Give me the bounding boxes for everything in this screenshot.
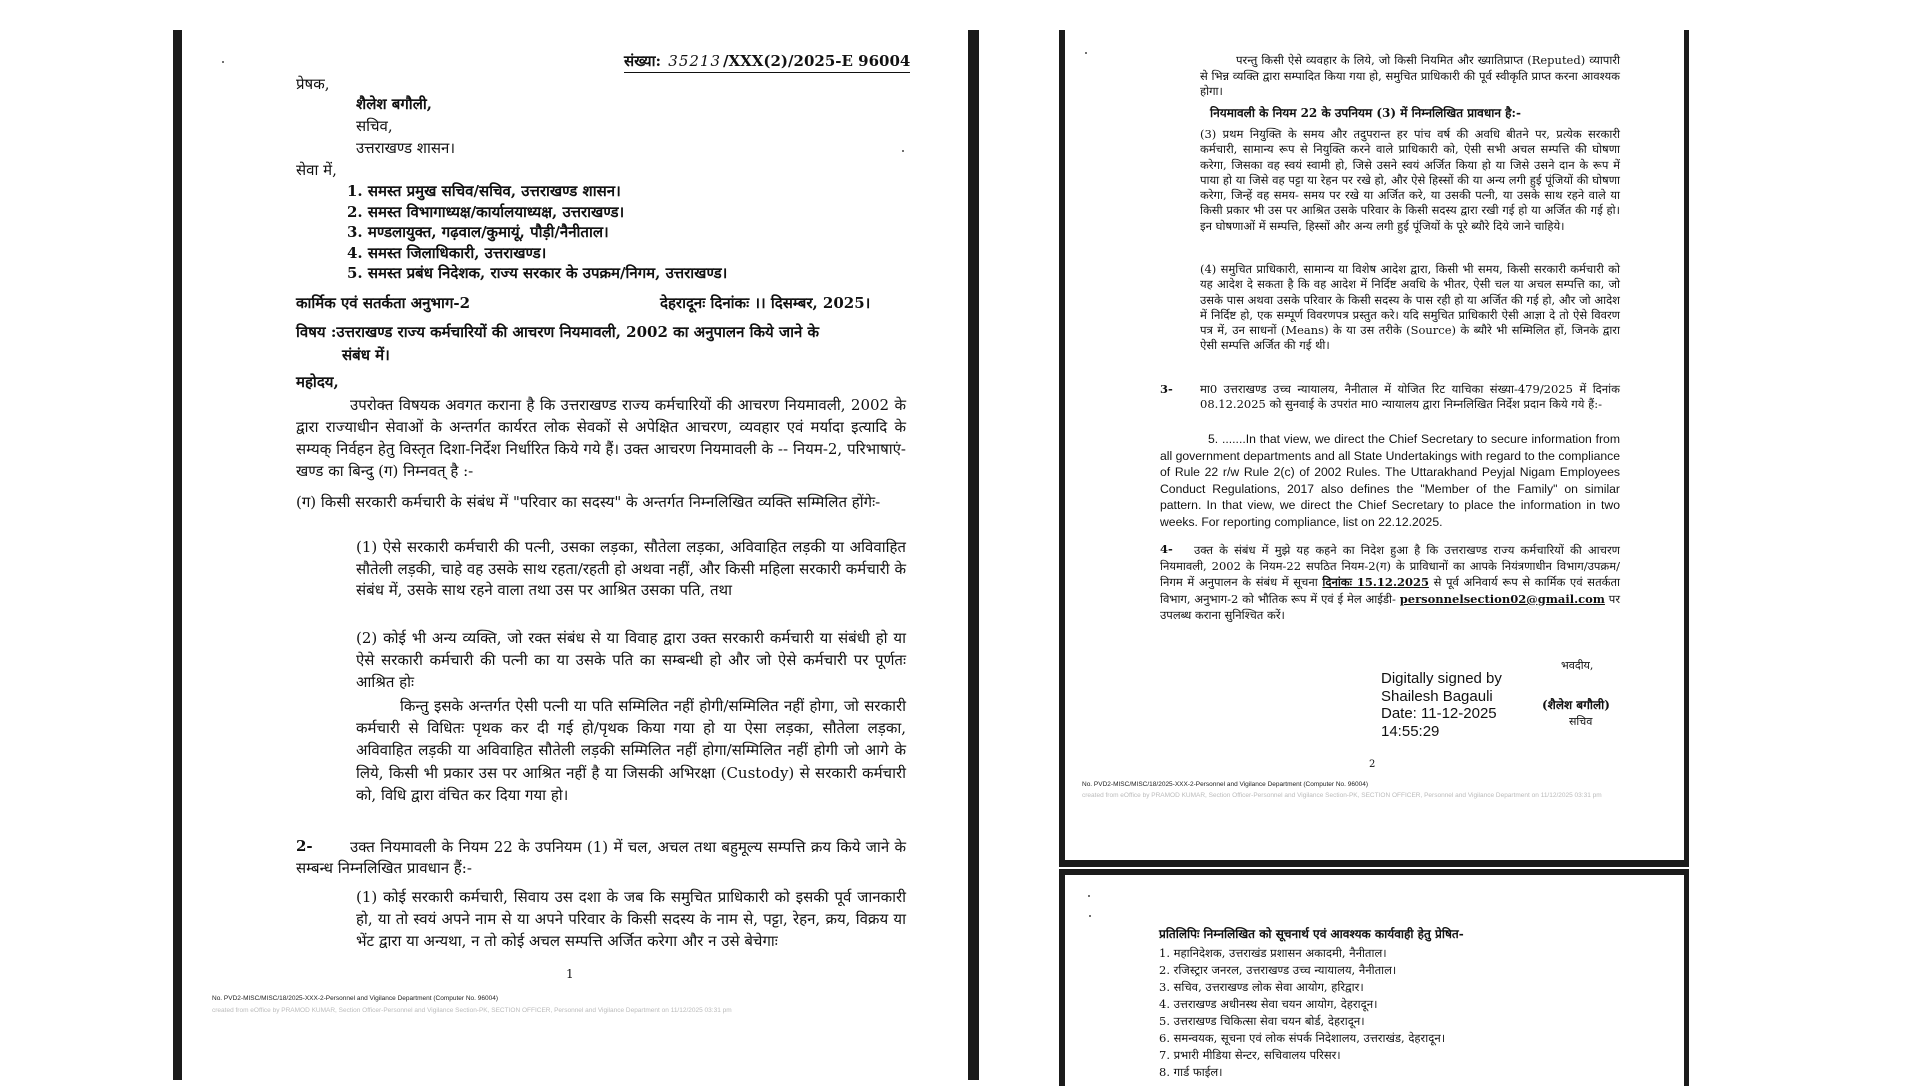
footer-reference: No. PVD2-MISC/MISC/18/2025-XXX-2-Personnel and Vigilance Department (Computer No. 96004) [212, 995, 499, 1002]
definition-sub-2: (2) कोई भी अन्य व्यक्ति, जो रक्त संबंध से या विवाह द्वारा उक्त सरकारी कर्मचारी या संबंधी हो या ऐसे सरकारी कर्मचारी की पत्नी का या उसके पति का सम्बन्धी हो और जो ऐसे कर्मचारी पर पूर्णतः आश्रित होः [356, 629, 906, 691]
recipient-label: सेवा में, [296, 161, 337, 179]
paragraph-4: उक्त के संबंध में मुझे यह कहने का निदेश हुआ है कि उत्तराखण्ड राज्य कर्मचारियों की आचरण नियमावली, 2002 के नियम-22 सपठित नियम-2(ग) के प्राविधानों का आपके नियंत्रणाधीन विभाग/उपक्रम/निगम में अनुपालन के संबंध में सूचना दिनांकः 15.12.2025 से पूर्व अनिवार्य रूप से कार्मिक एवं सतर्कता विभाग, अनुभाग-2 को भौतिक रूप में एवं ई मेल आईडी- personnelsection02@gmail.com पर उपलब्ध कराना सुनिश्चित करें। [1160, 543, 1621, 622]
scan-speck [902, 150, 904, 152]
copy-to-list [1159, 945, 1445, 1081]
page-number: 1 [566, 967, 574, 981]
sender-post: सचिव, [356, 117, 393, 135]
recipient-item: 3. मण्डलायुक्त, गढ़वाल/कुमायूं, पौड़ी/नैनीताल। [347, 223, 609, 242]
recipient-item: 4. समस्त जिलाधिकारी, उत्तराखण्ड। [347, 243, 547, 262]
rule-22-3-heading: नियमावली के नियम 22 के उपनियम (3) में निम्नलिखित प्रावधान है:- [1210, 106, 1521, 120]
sender-name: शैलेश बगौली, [356, 95, 432, 113]
scan-speck [222, 61, 224, 63]
closing-bhavdiya: भवदीय, [1561, 659, 1594, 672]
paragraph-1: उपरोक्त विषयक अवगत कराना है कि उत्तराखण्ड राज्य कर्मचारियों की आचरण नियमावली, 2002 के द्वारा राज्याधीन सेवाओं के अन्तर्गत कार्यरत लोक सेवकों से अपेक्षित आचरण, व्यवहार एवं मर्यादा इत्यादि के सम्यक् निर्वहन हेतु विस्तृत दिशा-निर्देश निर्धारित किये गये हैं। उक्त आचरण नियमावली के -- नियम-2, परिभाषाएं-खण्ड का बिन्दु (ग) निम्नवत् है :- [296, 396, 906, 480]
rule-22-1: (1) कोई सरकारी कर्मचारी, सिवाय उस दशा के जब कि समुचित प्राधिकारी को इसकी पूर्व जानकारी हो, या तो स्वयं अपने नाम से या अपने परिवार के किसी सदस्य के नाम से, पट्टा, रेहन, क्रय, विक्रय या भेंट द्वारा या अन्यथा, न तो कोई अचल सम्पत्ति अर्जित करेगा और न उसे बेचेगाः [356, 888, 906, 950]
recipient-item: 1. समस्त प्रमुख सचिव/सचिव, उत्तराखण्ड शासन। [347, 182, 621, 200]
copy-to-item: 3. सचिव, उत्तराखण्ड लोक सेवा आयोग, हरिद्वार। [1159, 980, 1364, 994]
copy-to-item: 6. समन्वयक, सूचना एवं लोक संपर्क निदेशालय, उत्तराखंड, देहरादून। [1159, 1031, 1446, 1045]
scan-speck [1088, 895, 1090, 897]
subject-line: विषय :उत्तराखण्ड राज्य कर्मचारियों की आचरण नियमावली, 2002 का अनुपालन किये जाने के संबंध में। [296, 323, 820, 364]
copy-to-item: 2. रजिस्ट्रार जनरल, उत्तराखण्ड उच्च न्यायालय, नैनीताल। [1159, 963, 1397, 977]
recipient-item: 2. समस्त विभागाध्यक्ष/कार्यालयाध्यक्ष, उत्तराखण्ड। [347, 202, 625, 221]
paragraph-3: मा0 उत्तराखण्ड उच्च न्यायालय, नैनीताल में योजित रिट याचिका संख्या-479/2025 में दिनांक 08.12.2025 को सुनवाई के उपरांत मा0 न्यायालय द्वारा निम्नलिखित निर्देश प्रदान किये गये हैं:- [1200, 382, 1620, 412]
sender-government: उत्तराखण्ड शासन। [356, 139, 456, 157]
letter-date: देहरादूनः दिनांकः ।। दिसम्बर, 2025। [660, 294, 871, 312]
scan-speck [1089, 915, 1091, 917]
copy-to-item: 5. उत्तराखण्ड चिकित्सा सेवा चयन बोर्ड, देहरादून। [1159, 1014, 1365, 1028]
copy-to-item: 1. महानिदेशक, उत्तराखंड प्रशासन अकादमी, नैनीताल। [1159, 946, 1387, 960]
recipient-list [347, 181, 727, 284]
paragraph-2-number: 2- [296, 837, 313, 855]
definition-g: (ग) किसी सरकारी कर्मचारी के संबंध में "परिवार का सदस्य" के अन्तर्गत निम्नलिखित व्यक्ति सम्मिलित होंगेः- [296, 493, 881, 511]
definition-sub-1: (1) ऐसे सरकारी कर्मचारी की पत्नी, उसका लड़का, सौतेला लड़का, अविवाहित लड़की या अविवाहित सौतेली लड़की, चाहे वह उसके साथ रहता/रहती हो अथवा नहीं, और किसी महिला सरकारी कर्मचारी के संबंध में, उसके साथ रहने वाला तथा उस पर आश्रित उसका पति, तथा [356, 538, 906, 599]
department-name: कार्मिक एवं सतर्कता अनुभाग-2 [296, 294, 471, 312]
copy-to-item: 8. गार्ड फाईल। [1159, 1065, 1223, 1079]
document-page-1 [173, 30, 979, 1080]
deadline-date: दिनांकः 15.12.2025 [1322, 575, 1429, 590]
proviso-paragraph: किन्तु इसके अन्तर्गत ऐसी पत्नी या पति सम्मिलित नहीं होगी/सम्मिलित नहीं होगा, जो सरकारी कर्मचारी से विधितः पृथक कर दी गई हो/पृथक किया गया हो या ऐसा लड़का, सौतेला लड़का, अविवाहित लड़की या अविवाहित सौतेली लड़की सम्मिलित नहीं होगा/सम्मिलित नहीं होगी जो आगे के लिये, किसी भी प्रकार उस पर आश्रित नहीं है या जिसकी अभिरक्षा (Custody) से सरकारी कर्मचारी को, विधि द्वारा वंचित कर दिया गया हो। [356, 697, 906, 804]
paragraph-2: उक्त नियमावली के नियम 22 के उपनियम (1) में चल, अचल तथा बहुमूल्य सम्पत्ति क्रय किये जाने के सम्बन्ध निम्नलिखित प्रावधान हैं:- [296, 838, 906, 877]
proviso-paragraph: परन्तु किसी ऐसे व्यवहार के लिये, जो किसी नियमित और ख्यातिप्राप्त (Reputed) व्यापारी से भिन्न व्यक्ति द्वारा सम्पादित किया गया हो, समुचित प्राधिकारी की पूर्व स्वीकृति प्राप्त करना आवश्यक होगा। [1200, 53, 1620, 98]
signatory-post: सचिव [1569, 715, 1593, 728]
email-link[interactable]: personnelsection02@gmail.com [1399, 591, 1605, 606]
document-page-3 [1059, 869, 1689, 1086]
copy-to-item: 7. प्रभारी मीडिया सेन्टर, सचिवालय परिसर। [1159, 1048, 1341, 1062]
copy-to-item: 4. उत्तराखण्ड अधीनस्थ सेवा चयन आयोग, देहरादून। [1159, 997, 1378, 1011]
rule-22-3: (3) प्रथम नियुक्ति के समय और तदुपरान्त हर पांच वर्ष की अवधि बीतने पर, प्रत्येक सरकारी कर्मचारी, सामान्य रूप से नियुक्ति करने वाले प्राधिकारी को, ऐसी सभी अचल सम्पत्ति की घोषणा करेगा, जिसका वह स्वयं स्वामी हो, जिसे उसने स्वयं अर्जित किया हो या जिसे उसने दान के रूप में पाया हो या जिसे वह पट्टा या रेहन पर रखे हो, और ऐसे हिस्सों की या अन्य लगी हुई पूंजियों की घोषणा करेगा, जिन्हें वह समय- समय पर रखे या अर्जित करे, या उसकी पत्नी, या उसके साथ रहने वाले या किसी प्रकार भी उस पर आश्रित उसके परिवार के किसी सदस्य द्वारा रखी गई हो या अर्जित की गई हो। इन घोषणाओं में सम्पत्ति, हिस्सों और अन्य लगी हुई पूंजियों के पूरे ब्यौरे दिये जाने चाहिये। [1200, 127, 1620, 233]
sender-label: प्रेषक, [296, 75, 330, 93]
recipient-item: 5. समस्त प्रबंध निदेशक, राज्य सरकार के उपक्रम/निगम, उत्तराखण्ड। [347, 264, 728, 283]
court-direction-quote: 5. .......In that view, we direct the Chief Secretary to secure information from all government departments and all State Undertakings with regard to the compliance of Rule 22 r/w Rule 2(c) of 2002 Rules. The Uttarakhand Peyjal Nigam Employees Conduct Regulations, 2017 also defines the "Member of the Family" on similar pattern. In that view, we direct the Chief Secretary to place the information in two weeks. For reporting compliance, list on 22.12.2025. [1160, 432, 1620, 529]
scan-speck [1085, 52, 1087, 54]
footer-reference: No. PVD2-MISC/MISC/18/2025-XXX-2-Personnel and Vigilance Department (Computer No. 96004) [1082, 781, 1369, 788]
footer-eoffice: created from eOffice by PRAMOD KUMAR, Section Officer-Personnel and Vigilance Section-PK, SECTION OFFICER, Personnel and Vigilance Department on 11/12/2025 03:31 pm [212, 1007, 732, 1014]
page-number: 2 [1369, 759, 1376, 770]
reference-number: संख्या: 35213 /XXX(2)/2025-E 96004 [624, 52, 910, 73]
paragraph-3-number: 3- [1160, 382, 1173, 396]
document-page-2 [1059, 30, 1689, 867]
salutation: महोदय, [296, 373, 339, 391]
signatory-name: (शैलेश बगौली) [1542, 698, 1610, 712]
paragraph-4-number: 4- [1160, 542, 1173, 556]
digital-signature: Digitally signed by Shailesh Bagauli Date: 11-12-2025 14:55:29 [1381, 670, 1502, 740]
rule-22-4: (4) समुचित प्राधिकारी, सामान्य या विशेष आदेश द्वारा, किसी भी समय, किसी सरकारी कर्मचारी को यह आदेश दे सकता है कि वह आदेश में निर्दिष्ट अवधि के भीतर, ऐसी चल या अचल सम्पत्ति का, जो उसके पास अथवा उसके परिवार के किसी सदस्य के पास रही हो या अर्जित की गई हो, और जो आदेश में निर्दिष्ट हो, एक सम्पूर्ण विवरणपत्र प्रस्तुत करे। यदि समुचित प्राधिकारी ऐसी आज्ञा दे तो ऐसे विवरण पत्र में, उन साधनों (Means) के या उस तरीके (Source) के ब्यौरे भी सम्मिलित हों, जिनके द्वारा ऐसी सम्पत्ति अर्जित की गई थी। [1200, 262, 1620, 353]
copy-to-heading: प्रतिलिपिः निम्नलिखित को सूचनार्थ एवं आवश्यक कार्यवाही हेतु प्रेषित- [1159, 927, 1464, 941]
footer-eoffice: created from eOffice by PRAMOD KUMAR, Section Officer-Personnel and Vigilance Section-PK, SECTION OFFICER, Personnel and Vigilance Department on 11/12/2025 03:31 pm [1082, 792, 1602, 799]
